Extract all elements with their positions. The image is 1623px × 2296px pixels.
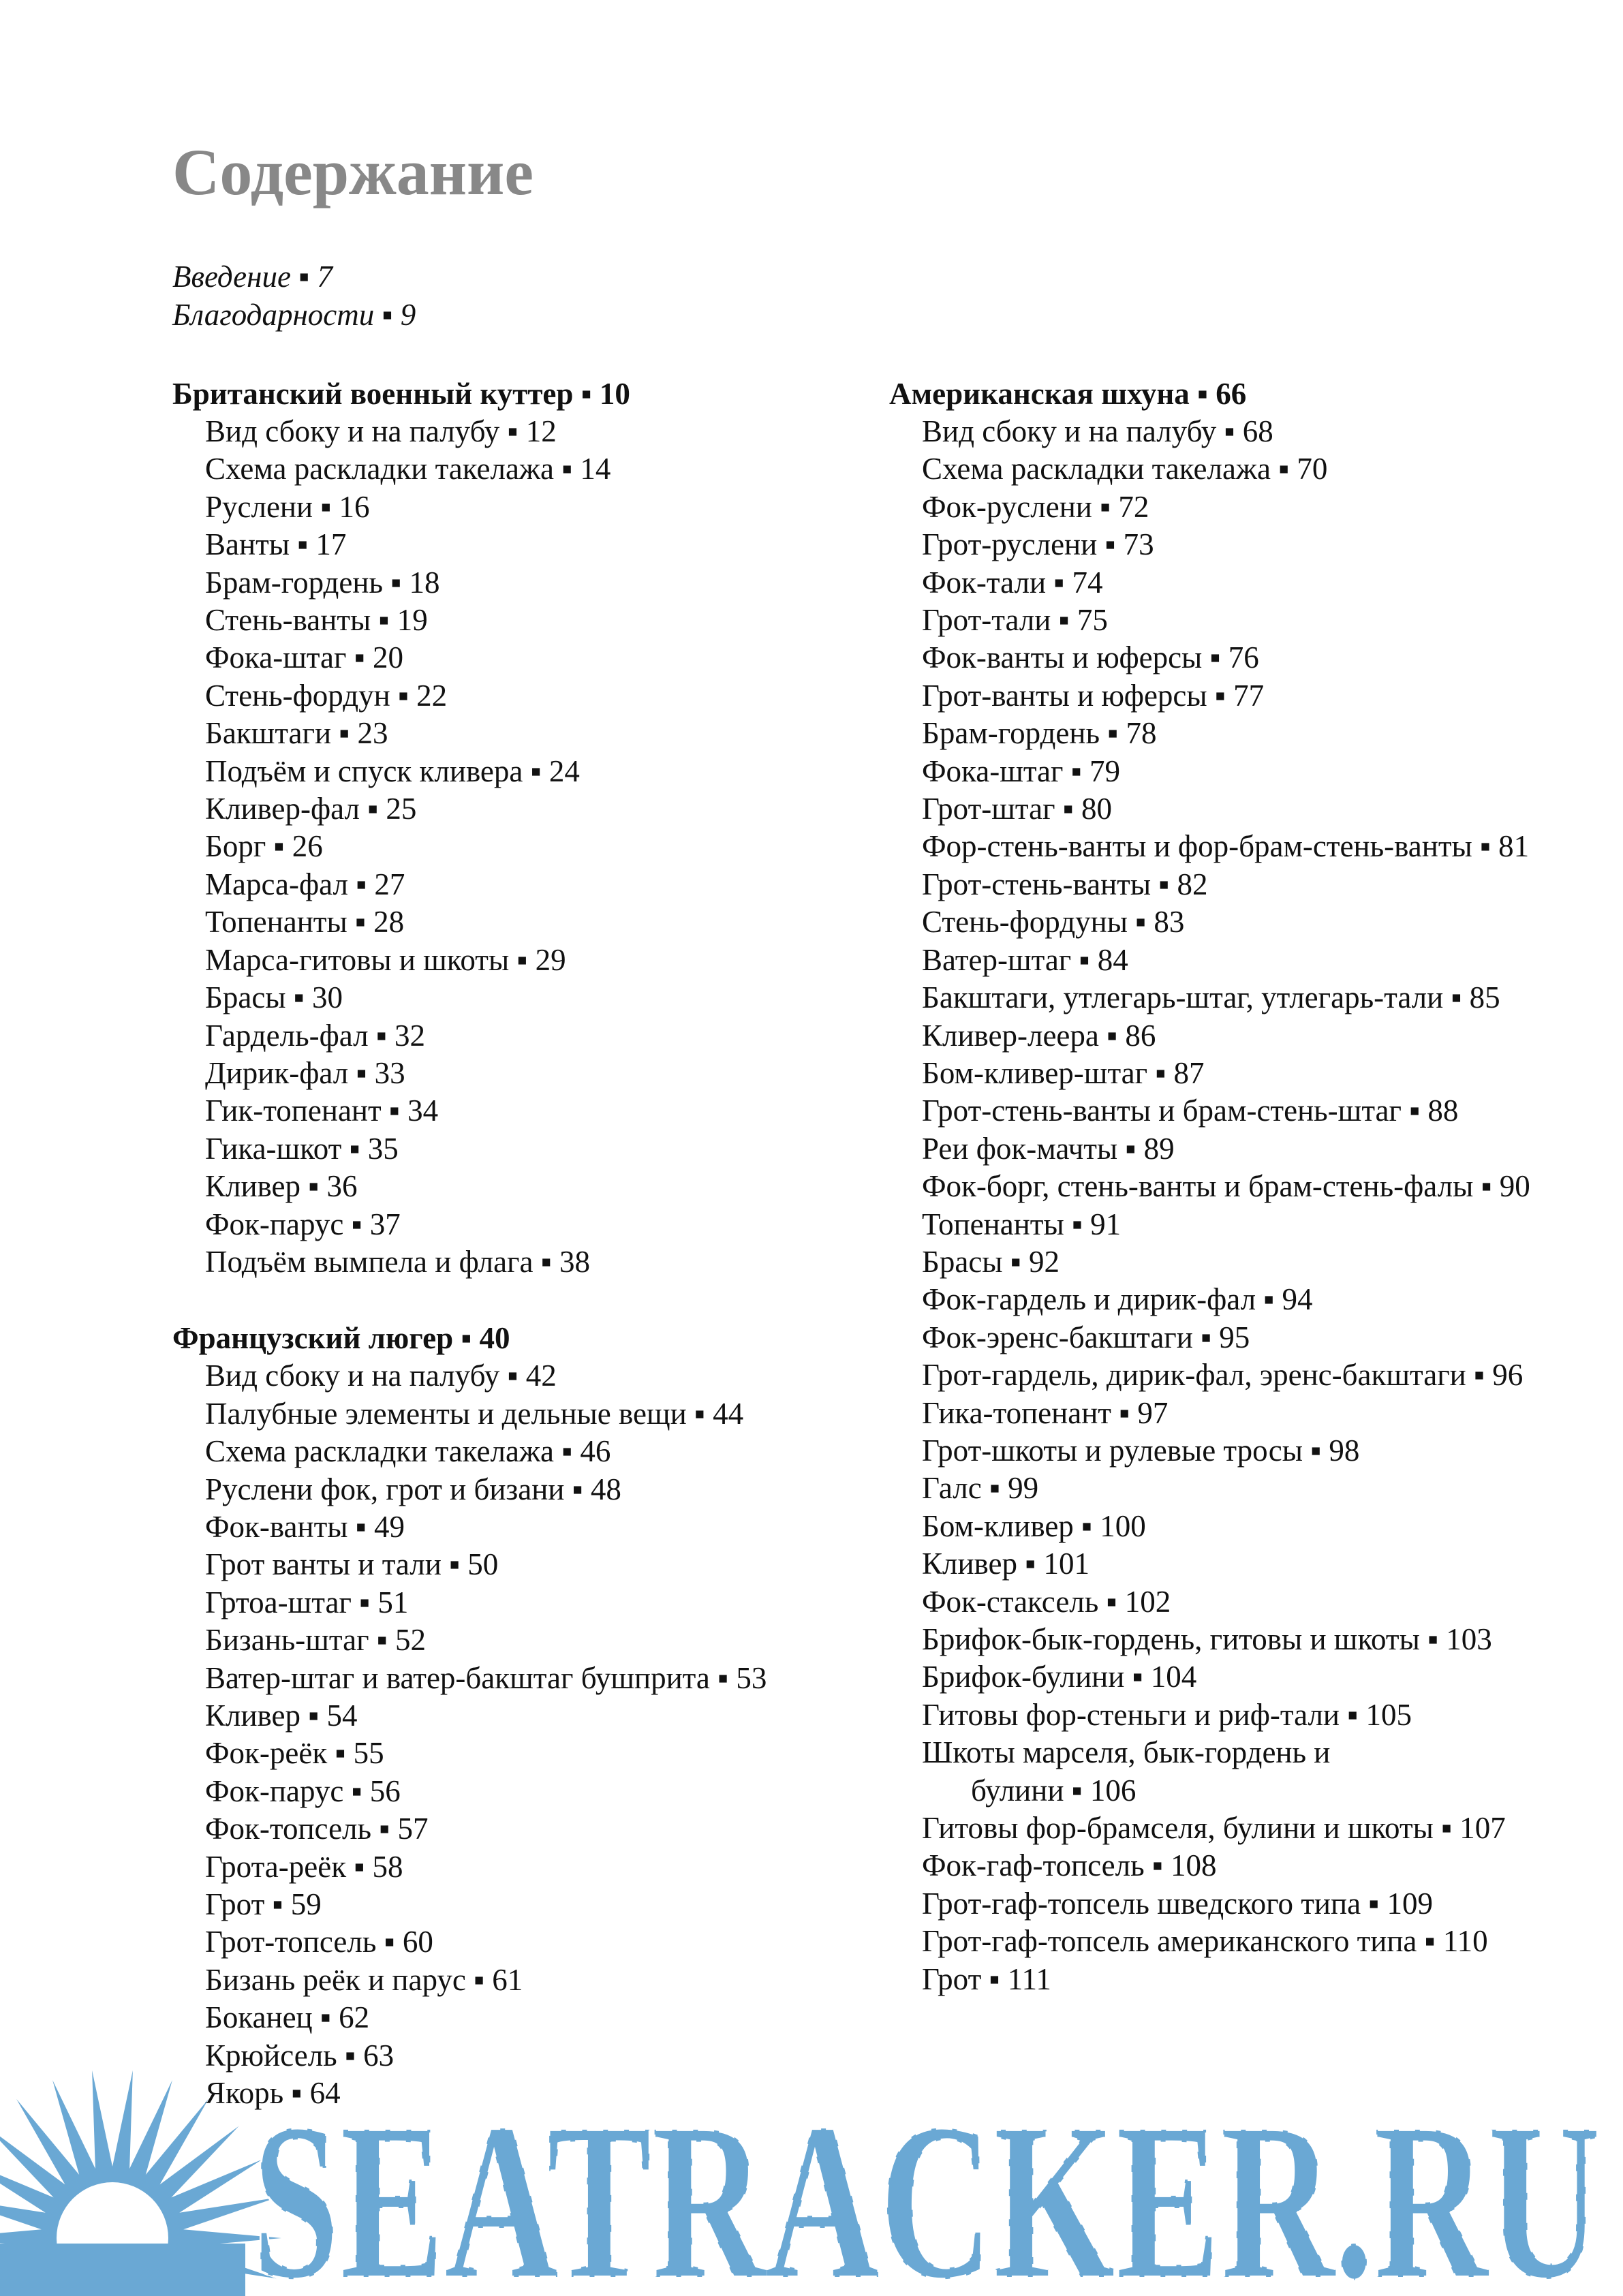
toc-entry: Кливер-леера ▪ 86	[922, 1018, 1156, 1053]
toc-entry: Фор-стень-ванты и фор-брам-стень-ванты ▪ 81	[922, 829, 1530, 864]
toc-entry: Бом-кливер-штаг ▪ 87	[922, 1055, 1205, 1090]
toc-left-column	[172, 375, 895, 2112]
toc-entry: Вид сбоку и на палубу ▪ 12	[205, 414, 557, 448]
toc-section-title: Американская шхуна ▪ 66	[889, 377, 1247, 411]
toc-entry: Фок-эренс-бакштаги ▪ 95	[922, 1320, 1250, 1354]
toc-entry: Вид сбоку и на палубу ▪ 42	[205, 1359, 557, 1393]
toc-entry: Фок-парус ▪ 37	[205, 1207, 401, 1241]
toc-entry: Фок-реёк ▪ 55	[205, 1736, 384, 1771]
page-title: Содержание	[172, 136, 534, 208]
toc-entry: Кливер ▪ 54	[205, 1698, 358, 1733]
toc-entry: Грот-шкоты и рулевые тросы ▪ 98	[922, 1433, 1360, 1468]
toc-entry: Крюйсель ▪ 63	[205, 2038, 395, 2073]
toc-entry: Гардель-фал ▪ 32	[205, 1018, 426, 1053]
toc-entry: булини ▪ 106	[971, 1773, 1137, 1808]
toc-entry: Гика-топенант ▪ 97	[922, 1395, 1169, 1430]
toc-entry: Реи фок-мачты ▪ 89	[922, 1131, 1175, 1166]
toc-entry: Брасы ▪ 92	[922, 1244, 1060, 1279]
toc-entry: Вид сбоку и на палубу ▪ 68	[922, 414, 1273, 448]
toc-entry: Кливер-фал ▪ 25	[205, 792, 417, 826]
toc-entry: Фок-гаф-топсель ▪ 108	[922, 1848, 1217, 1883]
toc-entry: Фок-ванты и юферсы ▪ 76	[922, 640, 1259, 675]
toc-entry: Якорь ▪ 64	[205, 2076, 341, 2111]
toc-entry: Фок-гардель и дирик-фал ▪ 94	[922, 1282, 1313, 1317]
toc-entry: Грот-стень-ванты и брам-стень-штаг ▪ 88	[922, 1093, 1459, 1128]
sun-icon	[0, 2070, 281, 2296]
toc-entry: Грот-ванты и юферсы ▪ 77	[922, 678, 1265, 713]
toc-entry: Грота-реёк ▪ 58	[205, 1849, 403, 1884]
toc-entry: Стень-фордун ▪ 22	[205, 678, 448, 713]
toc-entry: Схема раскладки такелажа ▪ 70	[922, 452, 1328, 486]
intro-item-acknowledgements: Благодарности ▪ 9	[172, 298, 416, 332]
toc-entry: Грот ▪ 111	[922, 1961, 1051, 1996]
toc-section-title: Французский люгер ▪ 40	[172, 1321, 510, 1356]
toc-entry: Грот-гаф-топсель американского типа ▪ 110	[922, 1924, 1488, 1959]
toc-entry: Схема раскладки такелажа ▪ 14	[205, 452, 611, 486]
toc-section	[172, 375, 895, 1281]
toc-entry: Топенанты ▪ 28	[205, 905, 405, 940]
toc-entry: Шкоты марселя, бык-гордень и	[922, 1735, 1331, 1770]
toc-entry: Марса-гитовы и шкоты ▪ 29	[205, 942, 566, 977]
toc-entry: Брифок-бык-гордень, гитовы и шкоты ▪ 103	[922, 1622, 1492, 1656]
toc-entry: Гртоа-штаг ▪ 51	[205, 1585, 409, 1619]
toc-entry: Гитовы фор-стеньги и риф-тали ▪ 105	[922, 1697, 1412, 1732]
toc-entry: Стень-ванты ▪ 19	[205, 603, 428, 638]
toc-entry: Бом-кливер ▪ 100	[922, 1508, 1146, 1543]
toc-entry: Фок-ванты ▪ 49	[205, 1509, 405, 1544]
toc-entry: Ванты ▪ 17	[205, 527, 347, 562]
toc-entry: Кливер ▪ 36	[205, 1169, 358, 1204]
intro-list	[172, 258, 786, 334]
toc-entry: Бизань реёк и парус ▪ 61	[205, 1962, 523, 1997]
toc-entry: Марса-фал ▪ 27	[205, 867, 405, 901]
toc-right-column	[889, 375, 1611, 1998]
toc-entry: Кливер ▪ 101	[922, 1547, 1089, 1581]
toc-entry: Фока-штаг ▪ 79	[922, 754, 1120, 788]
toc-entry: Руслени ▪ 16	[205, 489, 370, 524]
toc-entry: Бизань-штаг ▪ 52	[205, 1623, 427, 1658]
toc-entry: Грот ванты и тали ▪ 50	[205, 1547, 499, 1582]
toc-entry: Топенанты ▪ 91	[922, 1207, 1122, 1241]
toc-entry: Боканец ▪ 62	[205, 2000, 370, 2035]
toc-entry: Руслени фок, грот и бизани ▪ 48	[205, 1472, 621, 1506]
toc-entry: Грот-тали ▪ 75	[922, 603, 1108, 638]
toc-entry: Грот-гаф-топсель шведского типа ▪ 109	[922, 1886, 1433, 1921]
toc-entry: Подъём вымпела и флага ▪ 38	[205, 1244, 590, 1279]
toc-entry: Фок-парус ▪ 56	[205, 1773, 401, 1808]
toc-entry: Грот-гардель, дирик-фал, эренс-бакштаги ▪ 96	[922, 1358, 1524, 1393]
toc-section-title: Британский военный куттер ▪ 10	[172, 377, 630, 411]
toc-entry: Грот-штаг ▪ 80	[922, 792, 1112, 826]
toc-entry: Гик-топенант ▪ 34	[205, 1093, 439, 1128]
toc-entry: Грот-руслени ▪ 73	[922, 527, 1154, 562]
toc-entry: Брифок-булини ▪ 104	[922, 1660, 1197, 1694]
toc-entry: Грот-топсель ▪ 60	[205, 1925, 433, 1959]
toc-entry: Стень-фордуны ▪ 83	[922, 905, 1185, 940]
toc-entry: Фок-руслени ▪ 72	[922, 489, 1149, 524]
toc-entry: Галс ▪ 99	[922, 1471, 1039, 1506]
toc-entry: Брасы ▪ 30	[205, 980, 343, 1015]
toc-entry: Гитовы фор-брамселя, булини и шкоты ▪ 107	[922, 1811, 1506, 1846]
toc-entry: Борг ▪ 26	[205, 829, 323, 864]
toc-entry: Грот-стень-ванты ▪ 82	[922, 867, 1208, 901]
toc-entry: Фок-стаксель ▪ 102	[922, 1584, 1171, 1619]
seatracker-watermark	[0, 2058, 1623, 2296]
toc-entry: Подъём и спуск кливера ▪ 24	[205, 754, 580, 788]
toc-entry: Фок-тали ▪ 74	[922, 565, 1103, 600]
toc-entry: Фока-штаг ▪ 20	[205, 640, 403, 675]
toc-entry: Грот ▪ 59	[205, 1887, 322, 1922]
toc-entry: Ватер-штаг ▪ 84	[922, 942, 1128, 977]
toc-entry: Гика-шкот ▪ 35	[205, 1131, 399, 1166]
sea-horizon	[0, 2244, 245, 2296]
toc-entry: Брам-гордень ▪ 78	[922, 716, 1157, 751]
toc-entry: Фок-топсель ▪ 57	[205, 1812, 429, 1846]
toc-entry: Схема раскладки такелажа ▪ 46	[205, 1434, 611, 1469]
intro-item-introduction: Введение ▪ 7	[172, 260, 333, 294]
toc-section	[172, 1319, 895, 2112]
toc-entry: Дирик-фал ▪ 33	[205, 1055, 405, 1090]
toc-entry: Ватер-штаг и ватер-бакштаг бушприта ▪ 53	[205, 1660, 767, 1695]
toc-entry: Фок-борг, стень-ванты и брам-стень-фалы ▪ 90	[922, 1169, 1530, 1204]
watermark-text: SEATRACKER.RU	[252, 2077, 1601, 2296]
toc-section	[889, 375, 1611, 1998]
toc-entry: Бакштаги ▪ 23	[205, 716, 388, 751]
toc-entry: Палубные элементы и дельные вещи ▪ 44	[205, 1396, 744, 1431]
toc-entry: Брам-гордень ▪ 18	[205, 565, 440, 600]
toc-entry: Бакштаги, утлегарь-штаг, утлегарь-тали ▪ 85	[922, 980, 1500, 1015]
